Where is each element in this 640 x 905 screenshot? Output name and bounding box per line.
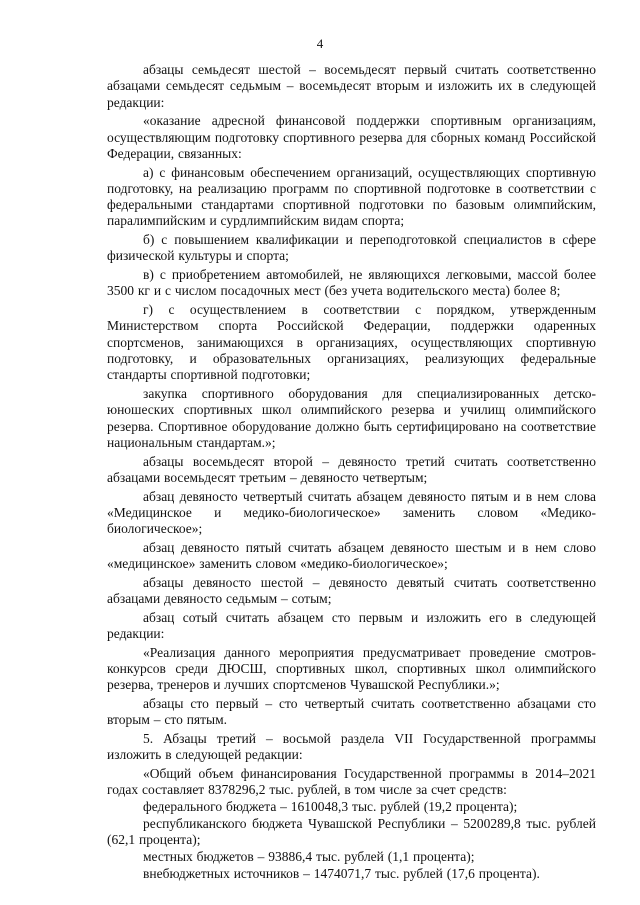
paragraph: местных бюджетов – 93886,4 тыс. рублей (1,1 процента);: [143, 849, 475, 865]
paragraph: г) с осуществлением в соответствии с порядком, утвержденным Министерством спорта Российской Федерации, поддержки одаренных спортсменов, занимающихся в организациях, осуществляющих спортивную подготовку, и образовательных организациях, реализующих федеральные стандарты спортивной подготовки;: [107, 302, 596, 383]
paragraph: абзацы сто первый – сто четвертый считать соответственно абзацами сто вторым – сто пятым.: [107, 696, 596, 728]
paragraph: б) с повышением квалификации и переподготовкой специалистов в сфере физической культуры и спорта;: [107, 232, 596, 264]
paragraph: федерального бюджета – 1610048,3 тыс. рублей (19,2 процента);: [143, 799, 518, 815]
paragraph: внебюджетных источников – 1474071,7 тыс. рублей (17,6 процента).: [143, 866, 540, 882]
paragraph: абзацы семьдесят шестой – восемьдесят первый считать соответственно абзацами семьдесят седьмым – восемьдесят вторым и изложить их в следующей редакции:: [107, 62, 596, 110]
paragraph: абзац девяносто пятый считать абзацем девяносто шестым и в нем слово «медицинское» заменить словом «медико-биологическое»;: [107, 539, 596, 572]
paragraph: абзацы восемьдесят второй – девяносто третий считать соответственно абзацами восемьдесят третьим – девяносто четвертым;: [107, 453, 596, 485]
paragraph: абзацы девяносто шестой – девяносто девятый считать соответственно абзацами девяносто седьмым – сотым;: [107, 574, 596, 607]
paragraph: «Общий объем финансирования Государственной программы в 2014–2021 годах составляет 8378296,2 тыс. рублей, в том числе за счет средств:: [107, 766, 596, 798]
paragraph: «оказание адресной финансовой поддержки спортивным организациям, осуществляющим подготовку спортивного резерва для сборных команд Российской Федерации, связанных:: [107, 113, 596, 161]
paragraph: в) с приобретением автомобилей, не являющихся легковыми, массой более 3500 кг и с числом посадочных мест (без учета водительского места) более 8;: [107, 267, 596, 299]
page-number: 4: [316, 36, 324, 51]
paragraph: а) с финансовым обеспечением организаций, осуществляющих спортивную подготовку, на реализацию программ по спортивной подготовке в соответствии с федеральными стандартами спортивной подготовки по базовым олимпийским, паралимпийским и сурдлимпийским видам спорта;: [107, 164, 596, 229]
paragraph: 5. Абзацы третий – восьмой раздела VII Государственной программы изложить в следующей редакции:: [107, 731, 596, 763]
paragraph: «Реализация данного мероприятия предусматривает проведение смотров-конкурсов среди ДЮСШ, спортивных школ, спортивных школ олимпийского резерва, тренеров и лучших спортсменов Чувашской Республики.»;: [107, 644, 596, 693]
paragraph: закупка спортивного оборудования для специализированных детско-юношеских спортивных школ олимпийского резерва и училищ олимпийского резерва. Спортивное оборудование должно быть сертифицировано на соответствие национальным стандартам.»;: [107, 385, 596, 450]
document-body: [107, 62, 596, 882]
paragraph: абзац девяносто четвертый считать абзацем девяносто пятым и в нем слова «Медицинское и медико-биологическое» заменить словом «Медико-биологическое»;: [107, 488, 596, 537]
paragraph: республиканского бюджета Чувашской Республики – 5200289,8 тыс. рублей (62,1 процента);: [107, 816, 596, 848]
paragraph: абзац сотый считать абзацем сто первым и изложить его в следующей редакции:: [107, 609, 596, 642]
